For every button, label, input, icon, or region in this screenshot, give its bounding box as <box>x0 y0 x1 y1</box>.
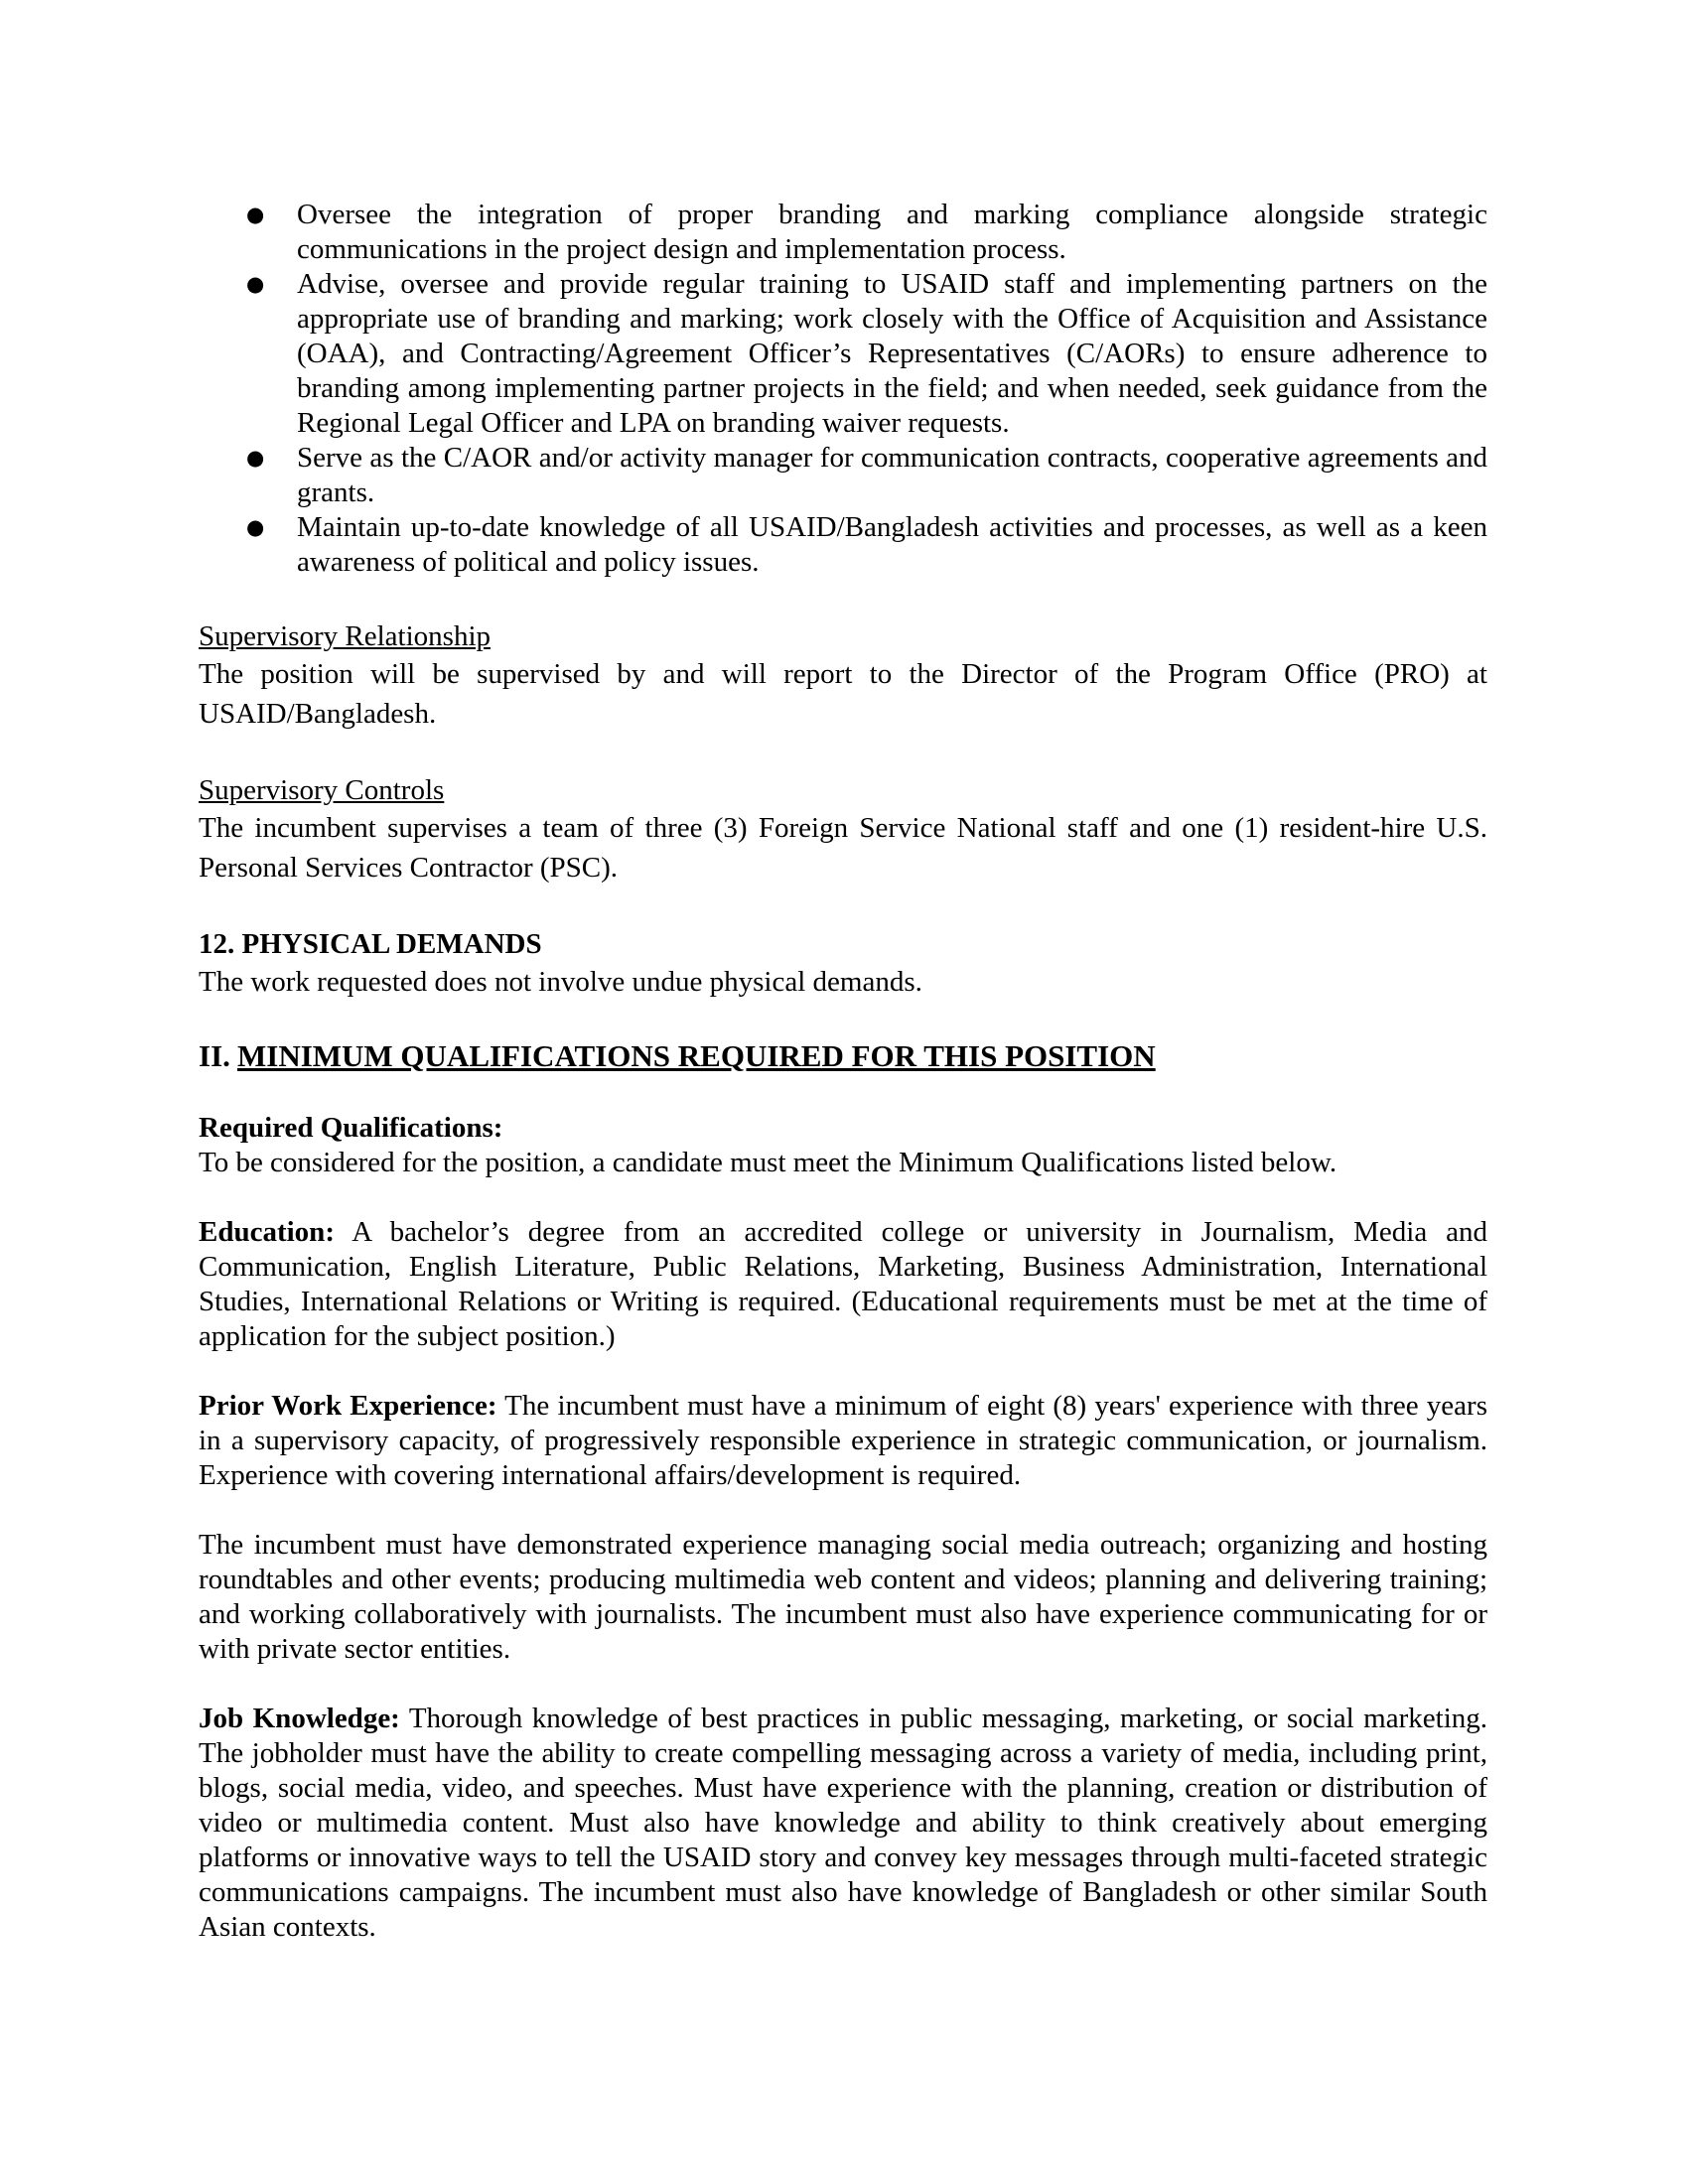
bullet-icon: ● <box>246 272 265 296</box>
physical-demands-text: The work requested does not involve undue physical demands. <box>199 966 922 998</box>
bullet-item <box>199 510 1487 580</box>
job-knowledge-paragraph <box>199 1702 1487 1945</box>
supervisory-relationship-heading: Supervisory Relationship <box>199 620 492 652</box>
required-qualifications-heading: Required Qualifications: <box>199 1112 503 1144</box>
bullet-item <box>199 267 1487 441</box>
education-label: Education: <box>199 1216 335 1248</box>
physical-demands-heading: 12. PHYSICAL DEMANDS <box>199 928 542 960</box>
experience-paragraph: The incumbent must have demonstrated experience managing social media outreach; organizing and hosting roundtables and other events; producing multimedia web content and videos; planning and delivering training; and working collaboratively with journalists. The incumbent must also have experience communicating for or with private sector entities. <box>199 1529 1487 1665</box>
prior-work-label: Prior Work Experience: <box>199 1390 497 1422</box>
bullet-text: Advise, oversee and provide regular training to USAID staff and implementing partners on the appropriate use of branding and marking; work closely with the Office of Acquisition and Assistance (OAA), and Contracting/Agreement Officer’s Representatives (C/AORs) to ensure adherence to branding among implementing partner projects in the field; and when needed, seek guidance from the Regional Legal Officer and LPA on branding waiver requests. <box>297 268 1487 439</box>
section-ii-title: MINIMUM QUALIFICATIONS REQUIRED FOR THIS POSITION <box>237 1038 1156 1073</box>
section-ii-heading <box>199 1038 1487 1073</box>
prior-work-text: The incumbent must have a minimum of eight (8) years' experience with three years in a supervisory capacity, of progressively responsible experience in strategic communication, or journalism. Experience with covering international affairs/development is required. <box>199 1390 1487 1491</box>
education-text: A bachelor’s degree from an accredited college or university in Journalism, Media and Communication, English Literature, Public Relations, Marketing, Business Administration, International Studies, International Relations or Writing is required. (Educational requirements must be met at the time of application for the subject position.) <box>199 1216 1487 1352</box>
supervisory-controls-text: The incumbent supervises a team of three (3) Foreign Service National staff and one (1) resident-hire U.S. Personal Services Contractor (PSC). <box>199 812 1487 884</box>
section-ii-number: II. <box>199 1038 230 1073</box>
bullet-text: Maintain up-to-date knowledge of all USAID/Bangladesh activities and processes, as well as a keen awareness of political and policy issues. <box>297 511 1487 578</box>
prior-work-paragraph <box>199 1389 1487 1493</box>
duties-bullet-list <box>199 198 1487 580</box>
job-knowledge-text: Thorough knowledge of best practices in public messaging, marketing, or social marketing. The jobholder must have the ability to create compelling messaging across a variety of media, including print, blogs, social media, video, and speeches. Must have experience with the planning, creation or distribution of video or multimedia content. Must also have knowledge and ability to think creatively about emerging platforms or innovative ways to tell the USAID story and convey key messages through multi-faceted strategic communications campaigns. The incumbent must also have knowledge of Bangladesh or other similar South Asian contexts. <box>199 1703 1488 1943</box>
bullet-icon: ● <box>246 446 265 470</box>
supervisory-controls-heading: Supervisory Controls <box>199 774 445 806</box>
bullet-icon: ● <box>246 203 265 226</box>
bullet-item <box>199 441 1487 510</box>
bullet-item <box>199 198 1487 267</box>
bullet-icon: ● <box>246 515 265 539</box>
education-paragraph <box>199 1215 1487 1354</box>
bullet-text: Serve as the C/AOR and/or activity manager for communication contracts, cooperative agreements and grants. <box>297 442 1487 508</box>
job-knowledge-label: Job Knowledge: <box>199 1703 400 1734</box>
bullet-text: Oversee the integration of proper branding and marking compliance alongside strategic communications in the project design and implementation process. <box>297 199 1487 265</box>
required-qualifications-text: To be considered for the position, a candidate must meet the Minimum Qualifications listed below. <box>199 1147 1337 1178</box>
supervisory-relationship-text: The position will be supervised by and will report to the Director of the Program Office (PRO) at USAID/Bangladesh. <box>199 658 1487 730</box>
